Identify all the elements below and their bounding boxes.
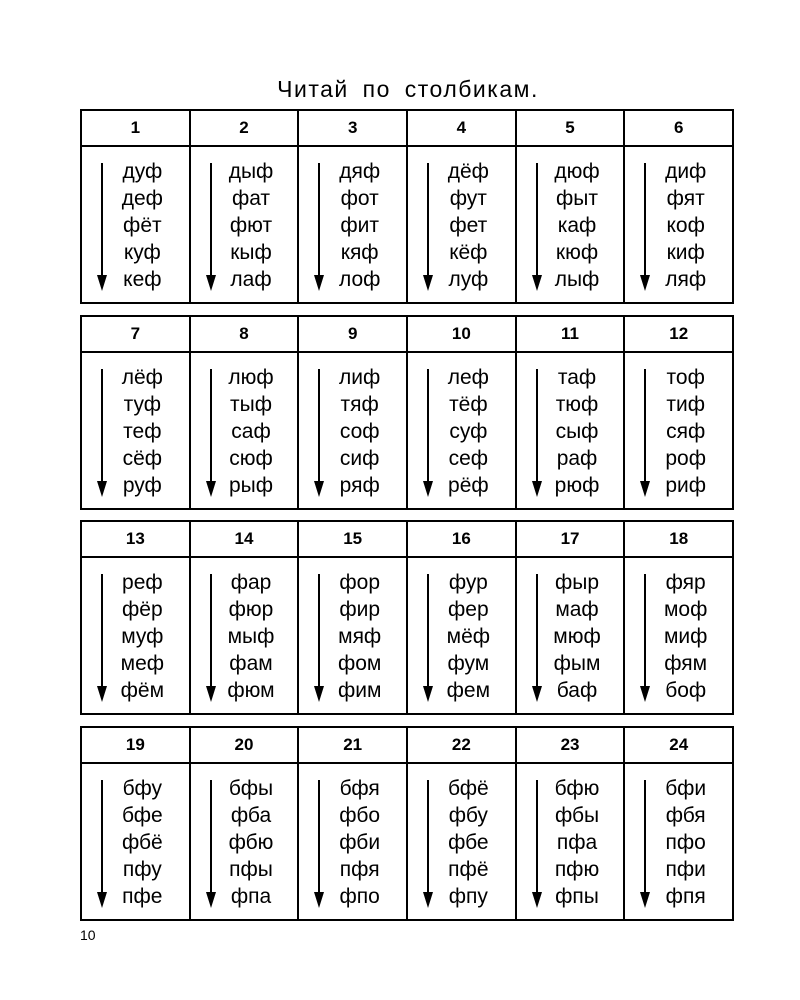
syllable: мюф bbox=[553, 625, 601, 648]
syllable-table bbox=[80, 726, 734, 921]
column-number: 9 bbox=[297, 317, 406, 351]
syllable: фот bbox=[340, 187, 379, 210]
syllable: тяф bbox=[340, 393, 379, 416]
syllable-column bbox=[406, 147, 515, 302]
syllable-list bbox=[191, 364, 298, 499]
syllable: бфе bbox=[121, 804, 163, 827]
syllable: бфи bbox=[665, 777, 707, 800]
syllable: лоф bbox=[338, 268, 381, 291]
syllable: тёф bbox=[449, 393, 488, 416]
table-header-row bbox=[82, 522, 732, 558]
syllable-column bbox=[297, 147, 406, 302]
syllable: фум bbox=[447, 652, 490, 675]
syllable: лаф bbox=[230, 268, 272, 291]
syllable-list bbox=[408, 775, 515, 910]
syllable: фюр bbox=[228, 598, 274, 621]
syllable: фур bbox=[448, 571, 488, 594]
syllable: мяф bbox=[338, 625, 382, 648]
syllable: фяр bbox=[665, 571, 706, 594]
syllable: теф bbox=[123, 420, 162, 443]
syllable: пфу bbox=[122, 858, 162, 881]
syllable-list bbox=[299, 158, 406, 293]
syllable-table bbox=[80, 315, 734, 510]
syllable-list bbox=[625, 364, 732, 499]
syllable: тюф bbox=[555, 393, 599, 416]
syllable: фют bbox=[229, 214, 273, 237]
syllable: пфя bbox=[339, 858, 380, 881]
syllable: фир bbox=[339, 598, 381, 621]
syllable: фор bbox=[339, 571, 380, 594]
column-number: 22 bbox=[406, 728, 515, 762]
syllable: фим bbox=[337, 679, 382, 702]
syllable: лиф bbox=[339, 366, 381, 389]
syllable-list bbox=[82, 775, 189, 910]
syllable-column bbox=[623, 558, 732, 713]
syllable-column bbox=[189, 558, 298, 713]
syllable-column bbox=[515, 558, 624, 713]
syllable: сюф bbox=[229, 447, 273, 470]
syllable: боф bbox=[665, 679, 707, 702]
syllable-table bbox=[80, 520, 734, 715]
syllable-list bbox=[517, 158, 624, 293]
syllable: пфи bbox=[665, 858, 706, 881]
syllable: миф bbox=[663, 625, 708, 648]
syllable-column bbox=[515, 353, 624, 508]
column-number: 19 bbox=[125, 735, 145, 754]
syllable-list bbox=[191, 569, 298, 704]
syllable: бфу bbox=[122, 777, 162, 800]
syllable: фбе bbox=[448, 831, 489, 854]
syllable-column bbox=[82, 764, 189, 919]
syllable: фар bbox=[230, 571, 272, 594]
column-number: 23 bbox=[515, 728, 624, 762]
syllable: фбя bbox=[665, 804, 706, 827]
syllable-list bbox=[625, 775, 732, 910]
table-header-row bbox=[82, 111, 732, 147]
syllable-list bbox=[408, 158, 515, 293]
syllable: луф bbox=[448, 268, 489, 291]
column-number: 5 bbox=[515, 111, 624, 145]
syllable: фыр bbox=[554, 571, 600, 594]
syllable: руф bbox=[122, 474, 162, 497]
syllable: леф bbox=[447, 366, 489, 389]
syllable: люф bbox=[228, 366, 274, 389]
syllable: маф bbox=[555, 598, 599, 621]
syllable: фам bbox=[229, 652, 273, 675]
syllable-column bbox=[406, 764, 515, 919]
syllable: фет bbox=[449, 214, 488, 237]
syllable: фпы bbox=[555, 885, 599, 908]
column-number: 3 bbox=[297, 111, 406, 145]
column-number: 17 bbox=[515, 522, 624, 556]
syllable: сяф bbox=[666, 420, 706, 443]
syllable-list bbox=[82, 569, 189, 704]
syllable: кёф bbox=[449, 241, 488, 264]
column-number: 13 bbox=[125, 529, 145, 548]
syllable-column bbox=[515, 147, 624, 302]
syllable: роф bbox=[665, 447, 707, 470]
syllable: фом bbox=[337, 652, 382, 675]
column-number: 16 bbox=[406, 522, 515, 556]
syllable-column bbox=[82, 147, 189, 302]
syllable: мёф bbox=[446, 625, 491, 648]
table-body-row bbox=[82, 353, 732, 508]
syllable: бфы bbox=[228, 777, 274, 800]
column-number: 4 bbox=[406, 111, 515, 145]
syllable: ряф bbox=[339, 474, 380, 497]
syllable: бфя bbox=[339, 777, 380, 800]
syllable-list bbox=[191, 775, 298, 910]
syllable: тоф bbox=[666, 366, 705, 389]
syllable: дуф bbox=[122, 160, 163, 183]
syllable: фат bbox=[231, 187, 271, 210]
syllable: фёт bbox=[123, 214, 162, 237]
syllable-list bbox=[82, 158, 189, 293]
syllable-table bbox=[80, 109, 734, 304]
syllable: меф bbox=[120, 652, 165, 675]
syllable-list bbox=[625, 569, 732, 704]
syllable-column bbox=[189, 353, 298, 508]
syllable: баф bbox=[556, 679, 598, 702]
syllable: киф bbox=[666, 241, 705, 264]
syllable-column bbox=[297, 353, 406, 508]
syllable-list bbox=[517, 569, 624, 704]
syllable: коф bbox=[666, 214, 705, 237]
syllable: реф bbox=[122, 571, 163, 594]
syllable: сёф bbox=[122, 447, 163, 470]
syllable-column bbox=[189, 764, 298, 919]
syllable: фер bbox=[448, 598, 489, 621]
syllable: фем bbox=[446, 679, 491, 702]
table-header-row bbox=[82, 728, 732, 764]
table-header-row bbox=[82, 317, 732, 353]
syllable: фбы bbox=[554, 804, 600, 827]
syllable: фбу bbox=[448, 804, 488, 827]
syllable: ляф bbox=[665, 268, 707, 291]
column-number: 11 bbox=[515, 317, 624, 351]
syllable: пфё bbox=[448, 858, 489, 881]
syllable: дюф bbox=[554, 160, 600, 183]
syllable: кеф bbox=[123, 268, 162, 291]
syllable-list bbox=[299, 775, 406, 910]
syllable: фит bbox=[340, 214, 379, 237]
column-number: 7 bbox=[130, 324, 141, 343]
syllable: кыф bbox=[230, 241, 272, 264]
syllable-list bbox=[625, 158, 732, 293]
syllable: сиф bbox=[339, 447, 380, 470]
syllable: фым bbox=[553, 652, 601, 675]
syllable: рёф bbox=[448, 474, 489, 497]
syllable: таф bbox=[557, 366, 597, 389]
syllable: фпу bbox=[448, 885, 488, 908]
syllable: фят bbox=[666, 187, 705, 210]
table-body-row bbox=[82, 147, 732, 302]
syllable: диф bbox=[665, 160, 707, 183]
syllable: рыф bbox=[228, 474, 274, 497]
syllable-list bbox=[299, 364, 406, 499]
syllable-list bbox=[191, 158, 298, 293]
syllable: фба bbox=[230, 804, 272, 827]
column-number: 10 bbox=[406, 317, 515, 351]
syllable: фюм bbox=[227, 679, 275, 702]
table-body-row bbox=[82, 558, 732, 713]
syllable: дяф bbox=[339, 160, 381, 183]
syllable: лёф bbox=[121, 366, 163, 389]
syllable-list bbox=[408, 364, 515, 499]
syllable-column bbox=[406, 558, 515, 713]
syllable-list bbox=[82, 364, 189, 499]
page-title: Читай по столбикам. bbox=[277, 76, 539, 102]
column-number: 6 bbox=[623, 111, 732, 145]
syllable: пфы bbox=[229, 858, 273, 881]
syllable: суф bbox=[449, 420, 488, 443]
syllable: риф bbox=[665, 474, 707, 497]
syllable-column bbox=[515, 764, 624, 919]
syllable: муф bbox=[121, 625, 164, 648]
syllable: сыф bbox=[555, 420, 599, 443]
column-number: 18 bbox=[623, 522, 732, 556]
syllable: кяф bbox=[340, 241, 379, 264]
syllable: туф bbox=[123, 393, 162, 416]
syllable-column bbox=[297, 558, 406, 713]
syllable: пфо bbox=[665, 831, 706, 854]
syllable: фби bbox=[339, 831, 381, 854]
syllable: пфа bbox=[556, 831, 598, 854]
syllable: сеф bbox=[448, 447, 489, 470]
syllable: фпо bbox=[339, 885, 380, 908]
syllable: фёр bbox=[122, 598, 163, 621]
column-number: 21 bbox=[297, 728, 406, 762]
column-number: 1 bbox=[130, 118, 141, 137]
syllable: тыф bbox=[230, 393, 272, 416]
syllable: фбо bbox=[339, 804, 381, 827]
table-body-row bbox=[82, 764, 732, 919]
syllable: кюф bbox=[555, 241, 599, 264]
syllable-column bbox=[189, 147, 298, 302]
syllable: саф bbox=[231, 420, 271, 443]
syllable: деф bbox=[121, 187, 163, 210]
syllable-column bbox=[406, 353, 515, 508]
syllable: раф bbox=[556, 447, 598, 470]
syllable-column bbox=[82, 558, 189, 713]
syllable: фбё bbox=[121, 831, 163, 854]
syllable: фыт bbox=[556, 187, 599, 210]
syllable: фбю bbox=[228, 831, 274, 854]
syllable: рюф bbox=[554, 474, 600, 497]
syllable-column bbox=[623, 147, 732, 302]
syllable: фпа bbox=[230, 885, 272, 908]
column-number: 20 bbox=[189, 728, 298, 762]
syllable-list bbox=[517, 775, 624, 910]
syllable-list bbox=[517, 364, 624, 499]
syllable: фём bbox=[120, 679, 165, 702]
syllable-column bbox=[297, 764, 406, 919]
syllable: бфё bbox=[447, 777, 489, 800]
syllable: моф bbox=[663, 598, 708, 621]
page-number: 10 bbox=[80, 927, 96, 943]
syllable: дыф bbox=[228, 160, 274, 183]
syllable-list bbox=[408, 569, 515, 704]
column-number: 12 bbox=[623, 317, 732, 351]
syllable: каф bbox=[557, 214, 597, 237]
syllable: пфе bbox=[122, 885, 163, 908]
syllable: фут bbox=[449, 187, 487, 210]
column-number: 2 bbox=[189, 111, 298, 145]
syllable: тиф bbox=[666, 393, 706, 416]
syllable-column bbox=[623, 764, 732, 919]
syllable-column bbox=[623, 353, 732, 508]
syllable: лыф bbox=[554, 268, 600, 291]
syllable: куф bbox=[123, 241, 161, 264]
syllable: пфю bbox=[554, 858, 600, 881]
syllable: дёф bbox=[447, 160, 489, 183]
column-number: 14 bbox=[189, 522, 298, 556]
syllable-column bbox=[82, 353, 189, 508]
column-number: 15 bbox=[297, 522, 406, 556]
syllable: фпя bbox=[665, 885, 706, 908]
syllable: соф bbox=[339, 420, 380, 443]
syllable-list bbox=[299, 569, 406, 704]
syllable: бфю bbox=[554, 777, 600, 800]
column-number: 24 bbox=[623, 728, 732, 762]
syllable: фям bbox=[664, 652, 708, 675]
column-number: 8 bbox=[189, 317, 298, 351]
syllable: мыф bbox=[227, 625, 275, 648]
